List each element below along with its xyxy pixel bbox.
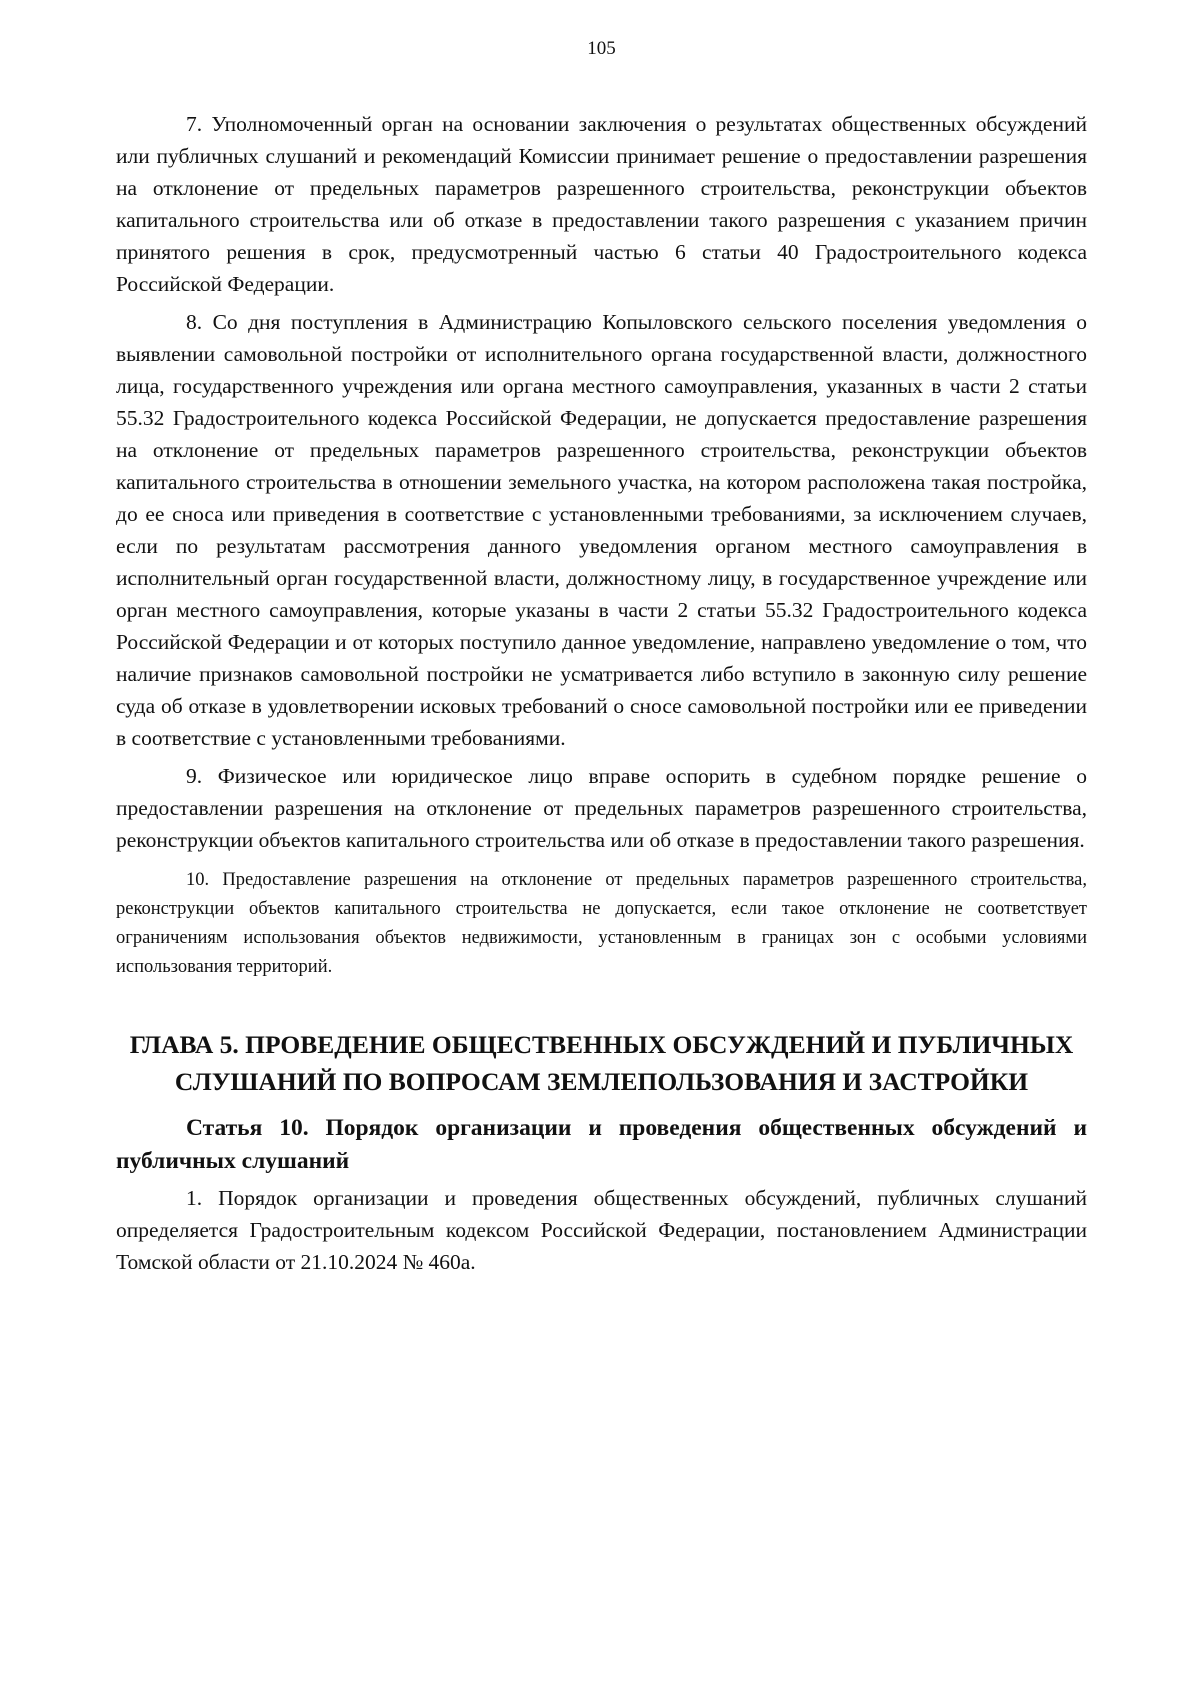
- paragraph-10: 10. Предоставление разрешения на отклонение от предельных параметров разрешенного строительства, реконструкции объектов капитального строительства не допускается, если такое отклонение не соответствует ограничениям использования объектов недвижимости, установленным в границах зон с особыми условиями использования территорий.: [116, 870, 1087, 977]
- paragraph-7: 7. Уполномоченный орган на основании заключения о результатах общественных обсуждений или публичных слушаний и рекомендаций Комиссии принимает решение о предоставлении разрешения на отклонение от предельных параметров разрешенного строительства, реконструкции объектов капитального строительства или об отказе в предоставлении такого разрешения с указанием причин принятого решения в срок, предусмотренный частью 6 статьи 40 Градостроительного кодекса Российской Федерации.: [116, 112, 1087, 296]
- paragraph-9: 9. Физическое или юридическое лицо вправе оспорить в судебном порядке решение о предоставлении разрешения на отклонение от предельных параметров разрешенного строительства, реконструкции объектов капитального строительства или об отказе в предоставлении такого разрешения.: [116, 764, 1087, 852]
- paragraph-8: 8. Со дня поступления в Администрацию Копыловского сельского поселения уведомления о выявлении самовольной постройки от исполнительного органа государственной власти, должностного лица, государственного учреждения или органа местного самоуправления, указанных в части 2 статьи 55.32 Градостроительного кодекса Российской Федерации, не допускается предоставление разрешения на отклонение от предельных параметров разрешенного строительства, реконструкции объектов капитального строительства в отношении земельного участка, на котором расположена такая постройка, до ее сноса или приведения в соответствие с установленными требованиями, за исключением случаев, если по результатам рассмотрения данного уведомления органом местного самоуправления в исполнительный орган государственной власти, должностному лицу, в государственное учреждение или орган местного самоуправления, которые указаны в части 2 статьи 55.32 Градостроительного кодекса Российской Федерации и от которых поступило данное уведомление, направлено уведомление о том, что наличие признаков самовольной постройки не усматривается либо вступило в законную силу решение суда об отказе в удовлетворении исковых требований о сносе самовольной постройки или ее приведении в соответствие с установленными требованиями.: [116, 310, 1087, 750]
- document-body: [116, 108, 1087, 1284]
- page-number: 105: [587, 38, 616, 59]
- article-heading: Статья 10. Порядок организации и проведения общественных обсуждений и публичных слушаний: [116, 1115, 1087, 1174]
- chapter-heading: ГЛАВА 5. ПРОВЕДЕНИЕ ОБЩЕСТВЕННЫХ ОБСУЖДЕНИЙ И ПУБЛИЧНЫХ СЛУШАНИЙ ПО ВОПРОСАМ ЗЕМЛЕПОЛЬЗОВАНИЯ И ЗАСТРОЙКИ: [129, 1030, 1074, 1096]
- article-paragraph-1: 1. Порядок организации и проведения общественных обсуждений, публичных слушаний определяется Градостроительным кодексом Российской Федерации, постановлением Администрации Томской области от 21.10.2024 № 460а.: [116, 1186, 1087, 1274]
